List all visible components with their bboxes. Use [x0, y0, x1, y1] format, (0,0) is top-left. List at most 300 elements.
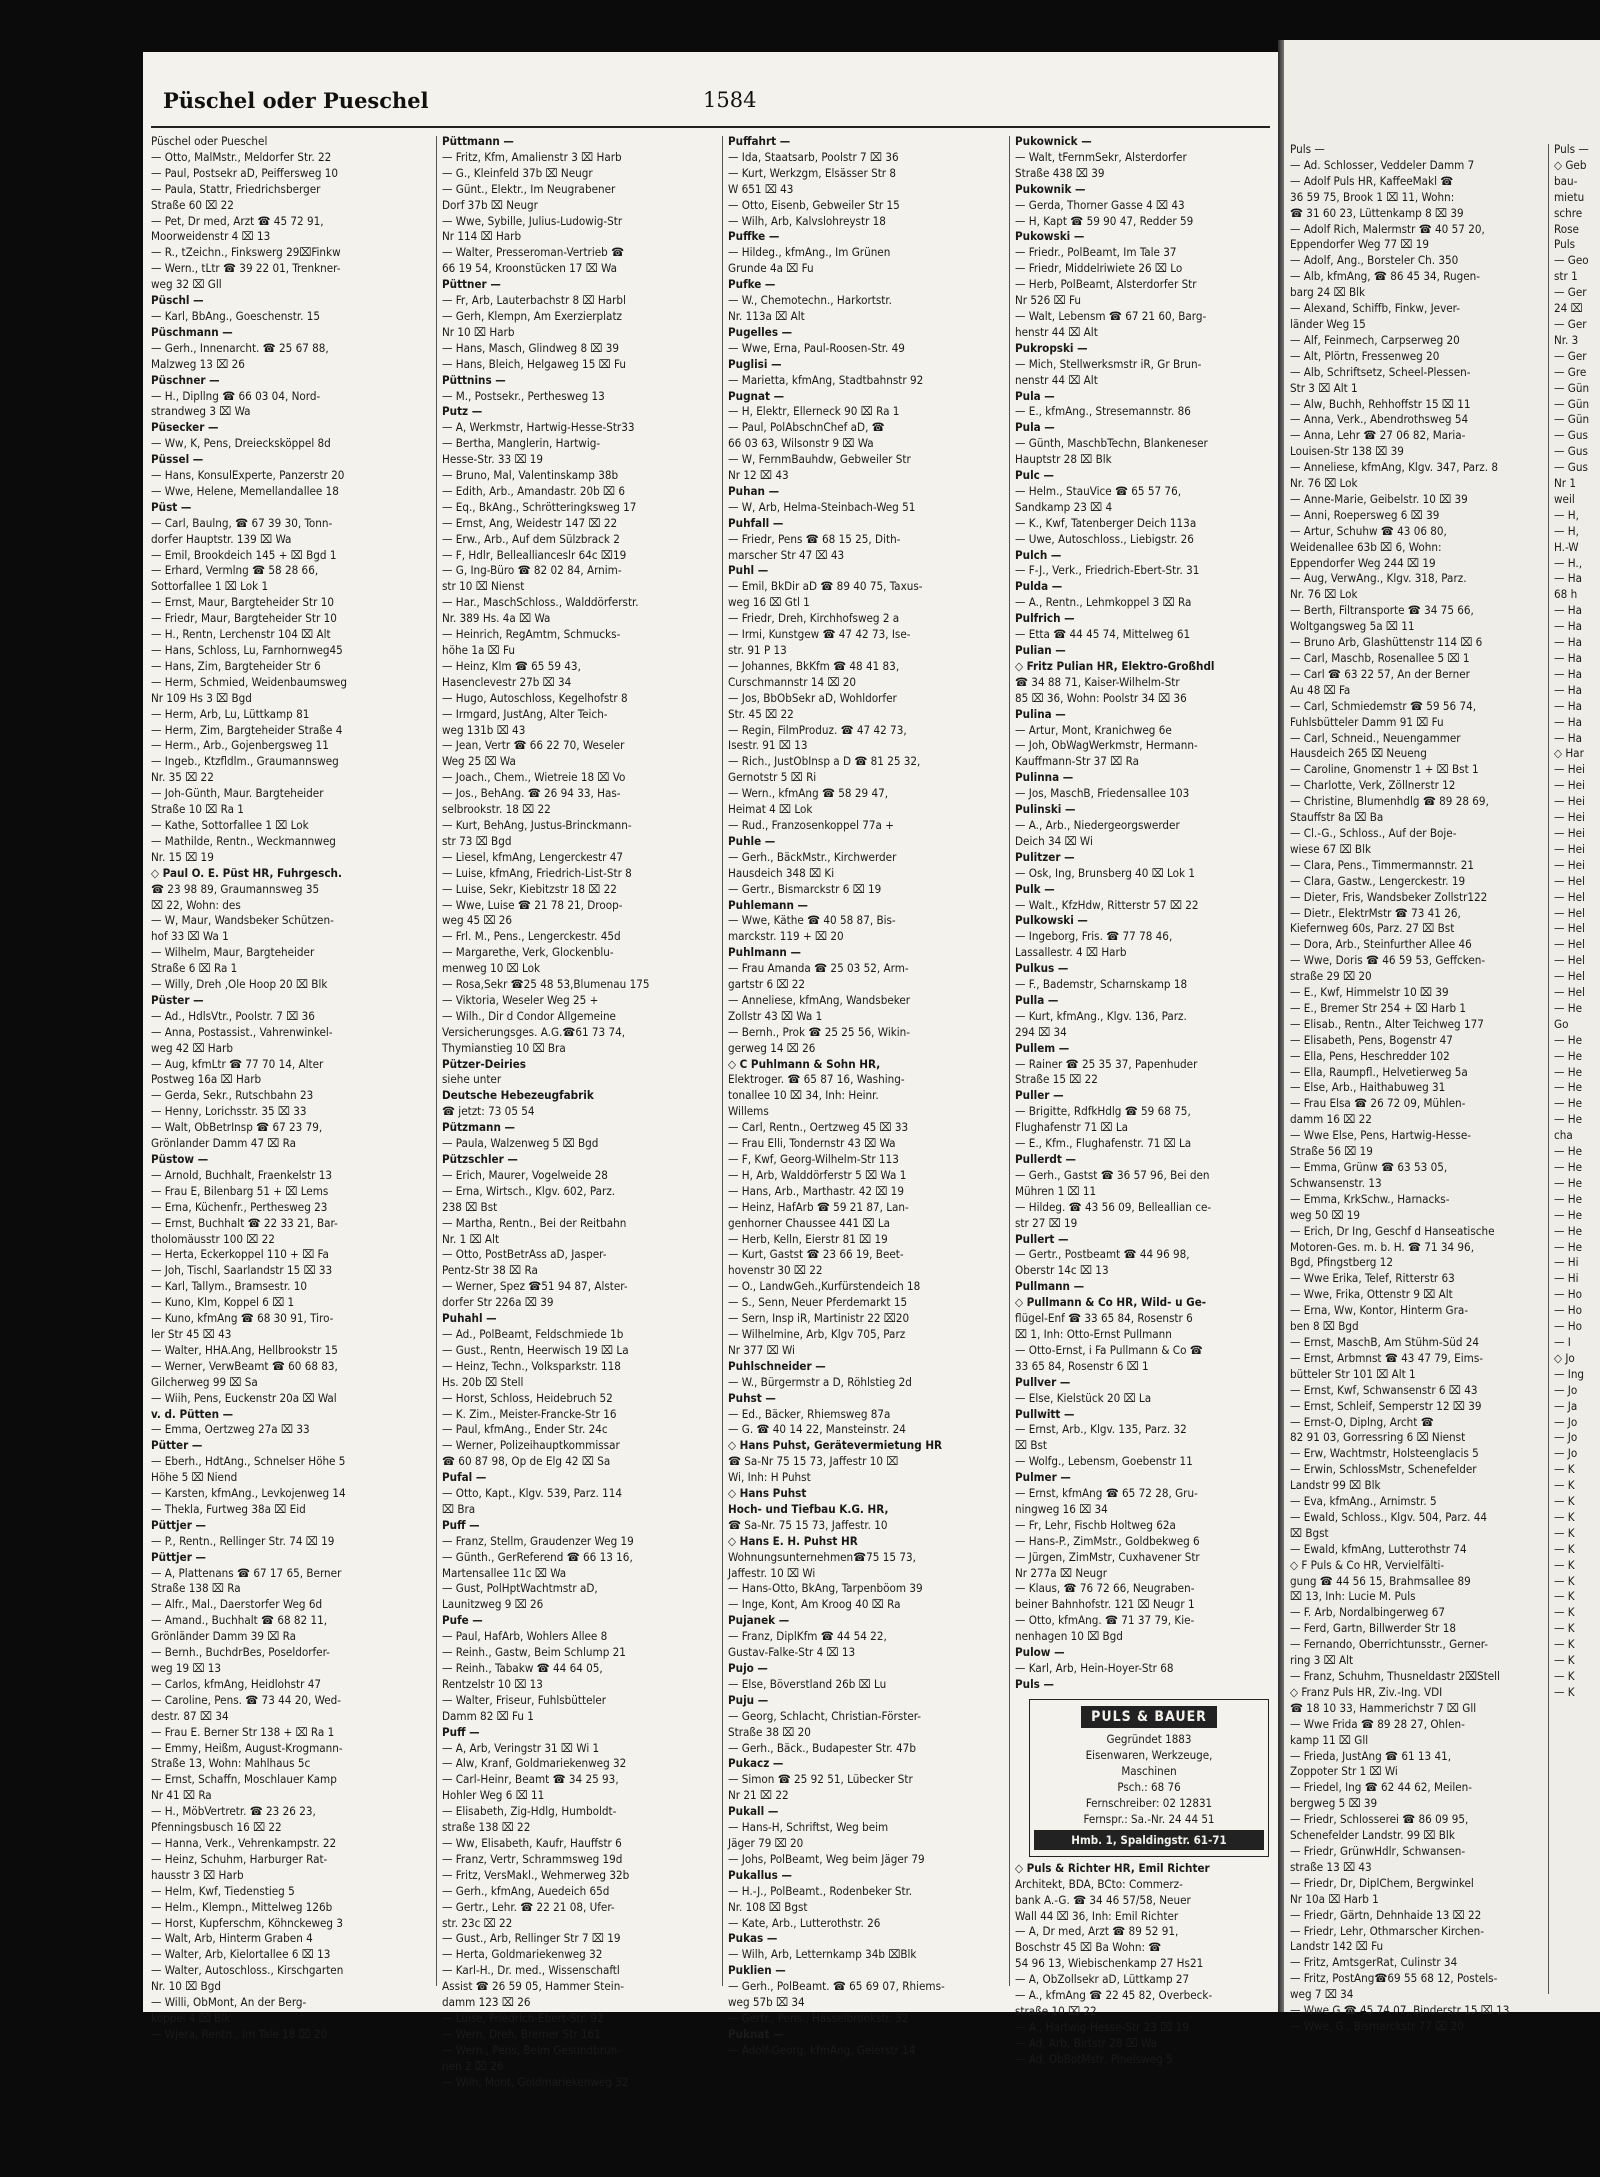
directory-entry-line: — Hei: [1554, 762, 1585, 777]
directory-entry-line: — H.,: [1554, 555, 1583, 570]
directory-entry-line: — Ernst, Arb., Klgv. 135, Parz. 32: [1015, 1422, 1187, 1437]
directory-entry-line: — Alb, kfmAng, ☎ 86 45 34, Rugen-: [1290, 269, 1481, 284]
directory-line: Hesse-Str. 33 ⌧ 19: [442, 452, 544, 467]
directory-entry-line: — A, Dr med, Arzt ☎ 89 52 91,: [1015, 1924, 1179, 1939]
directory-entry-line: — Kurt, BehAng, Justus-Brinckmann-: [442, 817, 632, 832]
directory-line: Isestr. 91 ⌧ 13: [728, 738, 808, 753]
directory-line: gung ☎ 44 56 15, Brahmsallee 89: [1290, 1573, 1471, 1588]
directory-entry-line: — Dora, Arb., Steinfurther Allee 46: [1290, 937, 1472, 952]
directory-entry-line: — Klaus, ☎ 76 72 66, Neugraben-: [1015, 1581, 1195, 1596]
directory-entry-line: — Mathilde, Rentn., Weckmannweg: [151, 833, 336, 848]
directory-entry-line: — Walter, HHA.Ang, Hellbrookstr 15: [151, 1342, 338, 1357]
directory-entry-line: — Caroline, Gnomenstr 1 + ⌧ Bst 1: [1290, 762, 1479, 777]
directory-entry-line: — Paula, Walzenweg 5 ⌧ Bgd: [442, 1136, 599, 1151]
directory-entry-line: — Günth, MaschbTechn, Blankeneser: [1015, 436, 1208, 451]
directory-line: Pukacz —: [728, 1756, 784, 1771]
directory-line: Rose: [1554, 221, 1579, 236]
directory-entry-line: — H.-J., PolBeamt., Rodenbeker Str.: [728, 1883, 913, 1898]
directory-entry-line: — Wwe, G., Bismarckstr 77 ⌧ 20: [1290, 2018, 1464, 2033]
directory-entry-line: — Emil, BkDir aD ☎ 89 40 75, Taxus-: [728, 579, 923, 594]
directory-entry-line: — H, Arb, Walddörferstr 5 ⌧ Wa 1: [728, 1167, 907, 1182]
directory-line: Pukas —: [728, 1931, 778, 1946]
directory-entry-line: — Karl, Tallym., Bramsestr. 10: [151, 1279, 307, 1294]
directory-entry-line: — W, Arb, Helma-Steinbach-Weg 51: [728, 499, 916, 514]
directory-entry-line: — Luise, Friedrich-Ebert-Str. 92: [442, 2010, 604, 2025]
directory-entry-line: — Hel: [1554, 889, 1585, 904]
directory-line: Pützer-Deiries: [442, 1056, 526, 1071]
directory-entry-line: — Walter, Friseur, Fuhlsbütteler: [442, 1692, 607, 1707]
directory-line: Nr. 389 Hs. 4a ⌧ Wa: [442, 611, 551, 626]
directory-entry-line: — K: [1554, 1684, 1575, 1699]
directory-line: schre: [1554, 205, 1583, 220]
directory-entry-line: — Gertr., Postbeamt ☎ 44 96 98,: [1015, 1247, 1190, 1262]
directory-entry-line: — Kurt, Gastst ☎ 23 66 19, Beet-: [728, 1247, 904, 1262]
directory-line: Pulinski —: [1015, 802, 1076, 817]
directory-entry-line: — Frieda, JustAng ☎ 61 13 41,: [1290, 1748, 1452, 1763]
directory-entry-line: — Ad. Schlosser, Veddeler Damm 7: [1290, 157, 1475, 172]
directory-entry-line: — Charlotte, Verk, Zöllnerstr 12: [1290, 778, 1456, 793]
directory-entry-line: — Kathe, Sottorfallee 1 ⌧ Lok: [151, 817, 309, 832]
directory-line: Martensallee 11c ⌧ Wa: [442, 1565, 567, 1580]
directory-line: nen 2 ⌧ 26: [442, 2058, 504, 2073]
directory-line: Pulla —: [1015, 992, 1059, 1007]
directory-entry-line: — Wwe, Luise ☎ 21 78 21, Droop-: [442, 897, 623, 912]
directory-entry-line: — Gerh., kfmAng, Auedeich 65d: [442, 1883, 610, 1898]
directory-entry-line: — Heinz, HafArb ☎ 59 21 87, Lan-: [728, 1199, 909, 1214]
directory-entry-line: — Fritz, PostAng☎69 55 68 12, Postels-: [1290, 1971, 1498, 1986]
directory-line: ☎ 60 87 98, Op de Elg 42 ⌧ Sa: [442, 1454, 611, 1469]
directory-entry-line: — K: [1554, 1557, 1575, 1572]
directory-line: höhe 1a ⌧ Fu: [442, 643, 515, 657]
directory-entry-line: — Wolfg., Lebensm, Goebenstr 11: [1015, 1454, 1193, 1469]
directory-line: Nr. 10 ⌧ Bgd: [151, 1979, 221, 1994]
directory-entry-line: — Alexand, Schiffb, Finkw, Jever-: [1290, 301, 1460, 316]
directory-entry-line: — Erna, Ww, Kontor, Hinterm Gra-: [1290, 1303, 1469, 1318]
directory-line: ⌧ 13, Inh: Lucie M. Puls: [1290, 1589, 1416, 1604]
directory-line: Nr 10a ⌧ Harb 1: [1290, 1891, 1379, 1906]
directory-line: Puls —: [1015, 1676, 1054, 1691]
directory-entry-line: — Simon ☎ 25 92 51, Lübecker Str: [728, 1772, 913, 1787]
directory-line: Pulow —: [1015, 1645, 1065, 1660]
directory-entry-line: — Gerh., Gastst ☎ 36 57 96, Bei den: [1015, 1167, 1210, 1182]
directory-line: Pukownick —: [1015, 134, 1092, 148]
directory-entry-line: — Artur, Schuhw ☎ 43 06 80,: [1290, 523, 1447, 538]
directory-line: Putz —: [442, 404, 483, 419]
directory-entry-line: — Joh, Tischl, Saarlandstr 15 ⌧ 33: [151, 1263, 333, 1278]
directory-line: Nr 41 ⌧ Ra: [151, 1788, 212, 1803]
directory-line: ⌧ Bgst: [1290, 1525, 1329, 1540]
directory-entry-line: — Gus: [1554, 460, 1588, 475]
directory-entry-line: — Friedr, Schlosserei ☎ 86 09 95,: [1290, 1812, 1469, 1827]
directory-entry-line: — Frau Amanda ☎ 25 03 52, Arm-: [728, 961, 909, 976]
directory-line: straße 138 ⌧ 22: [442, 1820, 531, 1835]
directory-entry-line: — Jo: [1554, 1430, 1578, 1445]
directory-entry-line: — Otto, MalMstr., Meldorfer Str. 22: [151, 149, 332, 164]
directory-line: Grönlander Damm 47 ⌧ Ra: [151, 1136, 297, 1151]
directory-line: Püschel oder Pueschel: [151, 134, 268, 148]
directory-line: Puls: [1554, 237, 1576, 252]
directory-entry-line: — He: [1554, 1112, 1583, 1127]
directory-entry-line: — Elisabeth, Pens, Bogenstr 47: [1290, 1032, 1453, 1047]
directory-line: 82 91 03, Gorressring 6 ⌧ Nienst: [1290, 1430, 1466, 1445]
directory-entry-line: — Rud., Franzosenkoppel 77a +: [728, 817, 895, 832]
directory-entry-line: — Franz, Schuhm, Thusneldastr 2⌧Stell: [1290, 1669, 1500, 1683]
directory-entry-line: — Carl-Heinr, Beamt ☎ 34 25 93,: [442, 1772, 619, 1787]
directory-line: Pukowski —: [1015, 229, 1085, 244]
directory-line: weg 7 ⌧ 34: [1290, 1987, 1354, 2002]
directory-entry-line: — Werner, VerwBeamt ☎ 60 68 83,: [151, 1358, 338, 1373]
directory-entry-line: — Erw., Arb., Auf dem Sülzbrack 2: [442, 531, 620, 546]
directory-line: weg 131b ⌧ 43: [442, 722, 526, 737]
directory-entry-line: — Gerh., Bäck., Budapester Str. 47b: [728, 1740, 916, 1755]
directory-entry-line: — Gust., Rentn, Heerwisch 19 ⌧ La: [442, 1342, 629, 1357]
directory-line: Puknat —: [728, 2026, 784, 2041]
directory-entry-line: — Wilh, Arb, Letternkamp 34b ⌧Blk: [728, 1947, 917, 1962]
directory-line: marscher Str 47 ⌧ 43: [728, 547, 845, 562]
directory-entry-line: — Ingeb., Ktzfldlm., Graumannsweg: [151, 754, 339, 769]
directory-line: strandweg 3 ⌧ Wa: [151, 404, 251, 419]
directory-entry-line: — Kurt, Werkzgm, Elsässer Str 8: [728, 165, 897, 180]
directory-entry-line: — H,: [1554, 523, 1579, 538]
directory-entry-line: — Fernando, Oberrichtunsstr., Gerner-: [1290, 1637, 1489, 1652]
directory-entry-line: — Wwe, Sybille, Julius-Ludowig-Str: [442, 213, 623, 228]
directory-entry-line: — Else, Kielstück 20 ⌧ La: [1015, 1390, 1152, 1405]
business-entry-line: ◇ Puls & Richter HR, Emil Richter: [1015, 1860, 1210, 1875]
directory-entry-line: — Joh, ObWagWerkmstr, Hermann-: [1015, 738, 1198, 753]
directory-line: ⌧ Bst: [1015, 1438, 1048, 1453]
directory-entry-line: — A, Arb, Veringstr 31 ⌧ Wi 1: [442, 1740, 600, 1755]
directory-entry-line: — Karl, Arb, Hein-Hoyer-Str 68: [1015, 1661, 1174, 1675]
directory-line: weg 50 ⌧ 19: [1290, 1207, 1361, 1222]
directory-entry-line: — Ernst-O, Diplng, Archt ☎: [1290, 1414, 1434, 1429]
directory-line: kamp 11 ⌧ Gll: [1290, 1732, 1369, 1747]
directory-line: hovenstr 30 ⌧ 22: [728, 1263, 823, 1278]
directory-entry-line: — Wilh, Mont, Goldmariekenweg 32: [442, 2074, 629, 2089]
directory-entry-line: — Fritz, Kfm, Amalienstr 3 ⌧ Harb: [442, 149, 622, 164]
directory-entry-line: — F-J., Verk., Friedrich-Ebert-Str. 31: [1015, 563, 1200, 578]
directory-line: Pullmann —: [1015, 1279, 1085, 1294]
directory-line: Pentz-Str 38 ⌧ Ra: [442, 1263, 538, 1278]
directory-entry-line: — Emil, Brookdeich 145 + ⌧ Bgd 1: [151, 547, 337, 562]
directory-line: Weidenallee 63b ⌧ 6, Wohn:: [1290, 539, 1442, 554]
directory-line: ☎ 34 88 71, Kaiser-Wilhelm-Str: [1015, 674, 1180, 689]
directory-entry-line: — Gün: [1554, 412, 1590, 427]
directory-line: mietu: [1554, 189, 1585, 204]
directory-entry-line: — Eberh., HdtAng., Schnelser Höhe 5: [151, 1454, 346, 1469]
directory-line: Thymianstieg 10 ⌧ Bra: [442, 1040, 566, 1055]
directory-entry-line: — K: [1554, 1637, 1575, 1652]
directory-line: 85 ⌧ 36, Wohn: Poolstr 34 ⌧ 36: [1015, 690, 1187, 705]
directory-entry-line: — Anneliese, kfmAng, Wandsbeker: [728, 992, 911, 1007]
directory-line: str. 23c ⌧ 22: [442, 1915, 513, 1930]
directory-line: Pufal —: [442, 1470, 487, 1485]
directory-line: Nr 1: [1554, 476, 1577, 491]
directory-line: gartstr 6 ⌧ 22: [728, 977, 806, 992]
directory-line: Versicherungsges. A.G.☎61 73 74,: [442, 1024, 626, 1039]
directory-line: Eppendorfer Weg 244 ⌧ 19: [1290, 555, 1436, 570]
directory-line: v. d. Pütten —: [151, 1406, 234, 1421]
directory-line: Stauffstr 8a ⌧ Ba: [1290, 810, 1384, 825]
directory-entry-line: — Frau Elli, Tondernstr 43 ⌧ Wa: [728, 1136, 896, 1151]
directory-line: damm 123 ⌧ 26: [442, 1995, 531, 2010]
directory-entry-line: — Ella, Raumpfl., Helvetierweg 5a: [1290, 1064, 1468, 1079]
directory-entry-line: — Artur, Mont, Kranichweg 6e: [1015, 722, 1172, 737]
directory-entry-line: — Herta, Eckerkoppel 110 + ⌧ Fa: [151, 1247, 329, 1262]
directory-line: Pullem —: [1015, 1040, 1070, 1055]
directory-line: tholomäusstr 100 ⌧ 22: [151, 1231, 275, 1246]
directory-entry-line: — He: [1554, 1207, 1583, 1222]
directory-line: dorfer Hauptstr. 139 ⌧ Wa: [151, 531, 292, 546]
directory-line: Nr 21 ⌧ 22: [728, 1788, 789, 1803]
directory-line: Gustav-Falke-Str 4 ⌧ 13: [728, 1645, 856, 1660]
directory-line: dorfer Str 226a ⌧ 39: [442, 1295, 554, 1310]
directory-entry-line: — Ernst, Kwf, Schwansenstr 6 ⌧ 43: [1290, 1382, 1478, 1397]
directory-entry-line: — Herm, Zim, Bargteheider Straße 4: [151, 722, 343, 737]
directory-entry-line: — Alt, Plörtn, Fressenweg 20: [1290, 348, 1440, 363]
directory-line: Schwansenstr. 13: [1290, 1175, 1382, 1190]
directory-line: W 651 ⌧ 43: [728, 181, 794, 196]
directory-line: ☎ 31 60 23, Lüttenkamp 8 ⌧ 39: [1290, 205, 1464, 220]
directory-entry-line: — Brigitte, RdfkHdlg ☎ 59 68 75,: [1015, 1104, 1191, 1119]
directory-entry-line: — Ad, Arb, Birtstr 28 ⌧ Wa: [1015, 2035, 1158, 2050]
directory-line: Puffahrt —: [728, 134, 791, 148]
directory-entry-line: — A., Arb., Niedergeorgswerder: [1015, 817, 1180, 832]
directory-line: Puller —: [1015, 1088, 1064, 1103]
directory-entry-line: — Ad., HdlsVtr., Poolstr. 7 ⌧ 36: [151, 1008, 315, 1023]
directory-entry-line: — Hans-P., ZimMstr., Goldbekweg 6: [1015, 1533, 1200, 1548]
directory-entry-line: — Wwe Else, Pens, Hartwig-Hesse-: [1290, 1128, 1471, 1143]
directory-entry-line: — Ww, K, Pens, Dreiecksköppel 8d: [151, 436, 331, 451]
directory-line: Fuhlsbütteler Damm 91 ⌧ Fu: [1290, 714, 1444, 729]
directory-entry-line: — Alw, Buchh, Rehhoffstr 15 ⌧ 11: [1290, 396, 1471, 411]
directory-line: ben 8 ⌧ Bgd: [1290, 1319, 1359, 1334]
directory-entry-line: — G., Kleinfeld 37b ⌧ Neugr: [442, 165, 593, 180]
directory-entry-line: — Heinrich, RegAmtm, Schmucks-: [442, 627, 621, 642]
directory-entry-line: — Hel: [1554, 937, 1585, 952]
directory-line: Straße 38 ⌧ 20: [728, 1724, 811, 1739]
directory-entry-line: — Carl, Schneid., Neuengammer: [1290, 730, 1461, 745]
directory-entry-line: — Fritz, VersMakl., Wehmerweg 32b: [442, 1867, 630, 1882]
directory-line: marckstr. 119 + ⌧ 20: [728, 929, 844, 944]
directory-line: ☎ Sa-Nr. 75 15 73, Jaffestr. 10: [728, 1517, 888, 1532]
directory-entry-line: — Wwe Erika, Telef, Ritterstr 63: [1290, 1271, 1455, 1286]
directory-entry-line: — Franz, Vertr, Schrammsweg 19d: [442, 1851, 623, 1866]
directory-line: Pugnat —: [728, 388, 785, 403]
ad-line: Maschinen: [1121, 1763, 1177, 1778]
directory-entry-line: — Wjera, Rentn., Im Tale 18 ⌧ 20: [151, 2026, 328, 2041]
directory-entry-line: — Erna, Wirtsch., Klgv. 602, Parz.: [442, 1183, 616, 1198]
directory-entry-line: — Ja: [1554, 1398, 1578, 1413]
directory-entry-line: — Wwe, Käthe ☎ 40 58 87, Bis-: [728, 913, 896, 928]
directory-line: 24 ⌧: [1554, 301, 1583, 316]
directory-line: Straße 438 ⌧ 39: [1015, 165, 1105, 180]
directory-entry-line: — Herb, PolBeamt, Alsterdorfer Str: [1015, 277, 1197, 292]
directory-entry-line: — Erich, Maurer, Vogelweide 28: [442, 1167, 608, 1182]
directory-entry-line: — Ernst, Buchhalt ☎ 22 33 21, Bar-: [151, 1215, 338, 1230]
directory-line: ☎ jetzt: 73 05 54: [442, 1104, 535, 1119]
directory-line: Straße 138 ⌧ Ra: [151, 1581, 241, 1596]
directory-entry-line: — Cl.-G., Schloss., Auf der Boje-: [1290, 825, 1457, 840]
directory-entry-line: — Fr, Lehr, Fischb Holtweg 62a: [1015, 1517, 1176, 1532]
directory-entry-line: — Gerh, Klempn, Am Exerzierplatz: [442, 308, 623, 323]
directory-line: Boschstr 45 ⌧ Ba Wohn: ☎: [1015, 1940, 1162, 1955]
directory-line: hof 33 ⌧ Wa 1: [151, 929, 229, 944]
directory-line: nenhagen 10 ⌧ Bgd: [1015, 1629, 1123, 1644]
directory-entry-line: — Margarethe, Verk, Glockenblu-: [442, 945, 614, 960]
directory-entry-line: — Hei: [1554, 794, 1585, 809]
directory-entry-line: — Ad., PolBeamt, Feldschmiede 1b: [442, 1326, 624, 1341]
directory-line: str 1: [1554, 269, 1578, 284]
directory-entry-line: — Pet, Dr med, Arzt ☎ 45 72 91,: [151, 213, 324, 228]
directory-entry-line: — Erhard, Vermlng ☎ 58 28 66,: [151, 563, 319, 578]
directory-entry-line: — Friedr, Gärtn, Dehnhaide 13 ⌧ 22: [1290, 1907, 1482, 1922]
directory-line: Deutsche Hebezeugfabrik: [442, 1088, 594, 1103]
directory-entry-line: — Herm., Arb., Gojenbergsweg 11: [151, 738, 329, 753]
directory-entry-line: — Alf, Feinmech, Carpserweg 20: [1290, 332, 1460, 347]
directory-line: Pugelles —: [728, 324, 793, 339]
directory-entry-line: — Ingeborg, Fris. ☎ 77 78 46,: [1015, 929, 1173, 944]
directory-entry-line: — Wilhelmine, Arb, Klgv 705, Parz: [728, 1326, 906, 1341]
directory-entry-line: — Wwe, Doris ☎ 46 59 53, Geffcken-: [1290, 953, 1486, 968]
directory-entry-line: — E., Bremer Str 254 + ⌧ Harb 1: [1290, 1000, 1467, 1015]
directory-entry-line: — Irmi, Kunstgew ☎ 47 42 73, Ise-: [728, 627, 911, 642]
directory-entry-line: — Horst, Kupferschm, Köhnckeweg 3: [151, 1915, 344, 1930]
directory-entry-line: — Friedr, Dr, DiplChem, Bergwinkel: [1290, 1875, 1474, 1890]
directory-line: Nr 10 ⌧ Harb: [442, 324, 515, 339]
directory-line: cha: [1554, 1128, 1573, 1143]
directory-entry-line: — Herta, Goldmariekenweg 32: [442, 1947, 603, 1962]
directory-entry-line: — Gerh., BäckMstr., Kirchwerder: [728, 849, 897, 864]
directory-entry-line: — Willy, Dreh ,Ole Hoop 20 ⌧ Blk: [151, 977, 328, 992]
directory-line: Flughafenstr 71 ⌧ La: [1015, 1120, 1129, 1135]
directory-entry-line: — Walter, Autoschloss., Kirschgarten: [151, 1963, 344, 1978]
directory-entry-line: — K: [1554, 1621, 1575, 1636]
directory-entry-line: — Horst, Schloss, Heidebruch 52: [442, 1390, 613, 1405]
directory-line: Heimat 4 ⌧ Lok: [728, 802, 813, 817]
directory-entry-line: — Otto, Eisenb, Gebweiler Str 15: [728, 197, 900, 212]
directory-entry-line: — F, Hdlr, Belleallianceslr 64c ⌧19: [442, 547, 627, 562]
directory-entry-line: — Ho: [1554, 1287, 1582, 1302]
directory-line: Pütter —: [151, 1438, 203, 1453]
directory-entry-line: — Gre: [1554, 364, 1587, 379]
directory-line: Pfenningsbusch 16 ⌧ 22: [151, 1820, 282, 1835]
directory-entry-line: — A, Plattenans ☎ 67 17 65, Berner: [151, 1565, 342, 1580]
directory-line: Pufke —: [728, 277, 776, 292]
directory-line: ⌧ 1, Inh: Otto-Ernst Pullmann: [1015, 1326, 1172, 1341]
directory-entry-line: — Christine, Blumenhdlg ☎ 89 28 69,: [1290, 794, 1489, 809]
directory-entry-line: — Ewald, kfmAng, Lutterothstr 74: [1290, 1541, 1467, 1556]
directory-entry-line: — Gertr., Pens., Hasselbrookstr. 32: [728, 2010, 909, 2025]
directory-line: str 10 ⌧ Nienst: [442, 579, 525, 594]
directory-entry-line: — Günth., GerReferend ☎ 66 13 16,: [442, 1549, 633, 1564]
directory-entry-line: — Erw, Wachtmstr, Holsteenglacis 5: [1290, 1446, 1479, 1461]
directory-line: Dorf 37b ⌧ Neugr: [442, 197, 538, 212]
directory-line: Püttmann —: [442, 134, 514, 148]
directory-entry-line: — Bruno Arb, Glashüttenstr 114 ⌧ 6: [1290, 635, 1483, 650]
directory-line: Hausdeich 348 ⌧ Ki: [728, 865, 835, 880]
header-rule: [151, 126, 1270, 128]
directory-entry-line: — Anne-Marie, Geibelstr. 10 ⌧ 39: [1290, 491, 1468, 506]
directory-line: ring 3 ⌧ Alt: [1290, 1653, 1354, 1668]
directory-line: 54 96 13, Wiebischenkamp 27 Hs21: [1015, 1956, 1204, 1971]
directory-entry-line: — Luise, kfmAng, Friedrich-List-Str 8: [442, 865, 632, 880]
column-divider: [722, 136, 723, 1986]
directory-line: ler Str 45 ⌧ 43: [151, 1326, 232, 1341]
directory-entry-line: — F, Kwf, Georg-Wilhelm-Str 113: [728, 1152, 899, 1166]
directory-entry-line: — Franz, DiplKfm ☎ 44 54 22,: [728, 1629, 887, 1644]
directory-entry-line: — Osk, Ing, Brunsberg 40 ⌧ Lok 1: [1015, 865, 1196, 880]
directory-entry-line: — Hel: [1554, 985, 1585, 1000]
directory-entry-line: — A., Hartwig-Hesse-Str 23 ⌧ 19: [1015, 2019, 1189, 2034]
directory-line: Sottorfallee 1 ⌧ Lok 1: [151, 579, 269, 594]
directory-line: Pullver —: [1015, 1374, 1071, 1389]
directory-entry-line: — Franz, Stellm, Graudenzer Weg 19: [442, 1533, 634, 1548]
directory-line: Pulkowski —: [1015, 913, 1088, 928]
directory-entry-line: — G, Ing-Büro ☎ 82 02 84, Arnim-: [442, 563, 622, 578]
directory-line: Nr. 35 ⌧ 22: [151, 770, 214, 785]
directory-line: Deich 34 ⌧ Wi: [1015, 833, 1093, 848]
directory-entry-line: — Wiih, Pens, Euckenstr 20a ⌧ Wal: [151, 1390, 337, 1405]
directory-line: Pukropski —: [1015, 340, 1088, 355]
directory-entry-line: — Reinh., Gastw, Beim Schlump 21: [442, 1645, 626, 1660]
directory-entry-line: — Carl, Baulng, ☎ 67 39 30, Tonn-: [151, 515, 333, 530]
directory-entry-line: — Walter, Arb, Kielortallee 6 ⌧ 13: [151, 1947, 331, 1962]
directory-entry-line: — Hanna, Verk., Vehrenkampstr. 22: [151, 1835, 337, 1850]
directory-entry-line: — Hei: [1554, 857, 1585, 872]
directory-entry-line: — Walt, ObBetrInsp ☎ 67 23 79,: [151, 1120, 323, 1135]
directory-entry-line: — Ella, Pens, Heschredder 102: [1290, 1048, 1450, 1063]
directory-line: Kiefernweg 60s, Parz. 27 ⌧ Bst: [1290, 921, 1455, 936]
business-entry-line: ◇ Hans E. H. Puhst HR: [728, 1533, 858, 1548]
directory-line: Pukall —: [728, 1804, 779, 1819]
directory-entry-line: — He: [1554, 1032, 1583, 1047]
directory-line: Motoren-Ges. m. b. H. ☎ 71 34 96,: [1290, 1239, 1475, 1254]
directory-entry-line: — S., Senn, Neuer Pferdemarkt 15: [728, 1295, 908, 1310]
directory-line: Nr. 108 ⌧ Bgst: [728, 1899, 808, 1914]
directory-line: weg 19 ⌧ 13: [151, 1661, 222, 1675]
directory-entry-line: — Walt, Lebensm ☎ 67 21 60, Barg-: [1015, 308, 1207, 323]
directory-entry-line: — Wern., kfmAng ☎ 58 29 47,: [728, 786, 889, 801]
directory-entry-line: — Mich, Stellwerksmstr iR, Gr Brun-: [1015, 356, 1202, 371]
directory-entry-line: — Gus: [1554, 428, 1588, 443]
directory-line: Püschmann —: [151, 324, 233, 339]
directory-line: Puls —: [1290, 142, 1325, 156]
directory-entry-line: — Johs, PolBeamt, Weg beim Jäger 79: [728, 1851, 925, 1866]
directory-line: weg 42 ⌧ Harb: [151, 1040, 233, 1055]
directory-line: Jäger 79 ⌧ 20: [728, 1835, 804, 1850]
directory-entry-line: — Anna, Lehr ☎ 27 06 82, Maria-: [1290, 428, 1466, 443]
directory-entry-line: — K: [1554, 1494, 1575, 1509]
directory-line: Pulina —: [1015, 706, 1066, 721]
directory-entry-line: — A., kfmAng ☎ 22 45 82, Overbeck-: [1015, 1988, 1213, 2003]
directory-entry-line: — Viktoria, Weseler Weg 25 +: [442, 992, 599, 1007]
directory-entry-line: — Hans-Otto, BkAng, Tarpenböom 39: [728, 1581, 923, 1596]
ad-address: Hmb. 1, Spaldingstr. 61-71: [1034, 1830, 1264, 1850]
directory-entry-line: — Wwe, Erna, Paul-Roosen-Str. 49: [728, 340, 905, 355]
directory-entry-line: — Friedr, Middelriwiete 26 ⌧ Lo: [1015, 261, 1183, 276]
directory-entry-line: — Ed., Bäcker, Rhiemsweg 87a: [728, 1406, 891, 1421]
directory-entry-line: — Heinz, Techn., Volksparkstr. 118: [442, 1358, 621, 1373]
directory-line: straße 13 ⌧ 43: [1290, 1859, 1372, 1874]
facing-column-2: [1554, 142, 1600, 2002]
directory-entry-line: — Marietta, kfmAng, Stadtbahnstr 92: [728, 372, 924, 387]
directory-entry-line: — Karsten, kfmAng., Levkojenweg 14: [151, 1486, 346, 1501]
directory-entry-line: — Joh-Günth, Maur. Bargteheider: [151, 786, 324, 801]
directory-entry-line: — Uwe, Autoschloss., Liebigstr. 26: [1015, 531, 1194, 546]
ad-line: Fernspr.: Sa.-Nr. 24 44 51: [1083, 1811, 1215, 1826]
directory-entry-line: — Herm, Schmied, Weidenbaumsweg: [151, 674, 347, 689]
directory-entry-line: — K: [1554, 1541, 1575, 1556]
